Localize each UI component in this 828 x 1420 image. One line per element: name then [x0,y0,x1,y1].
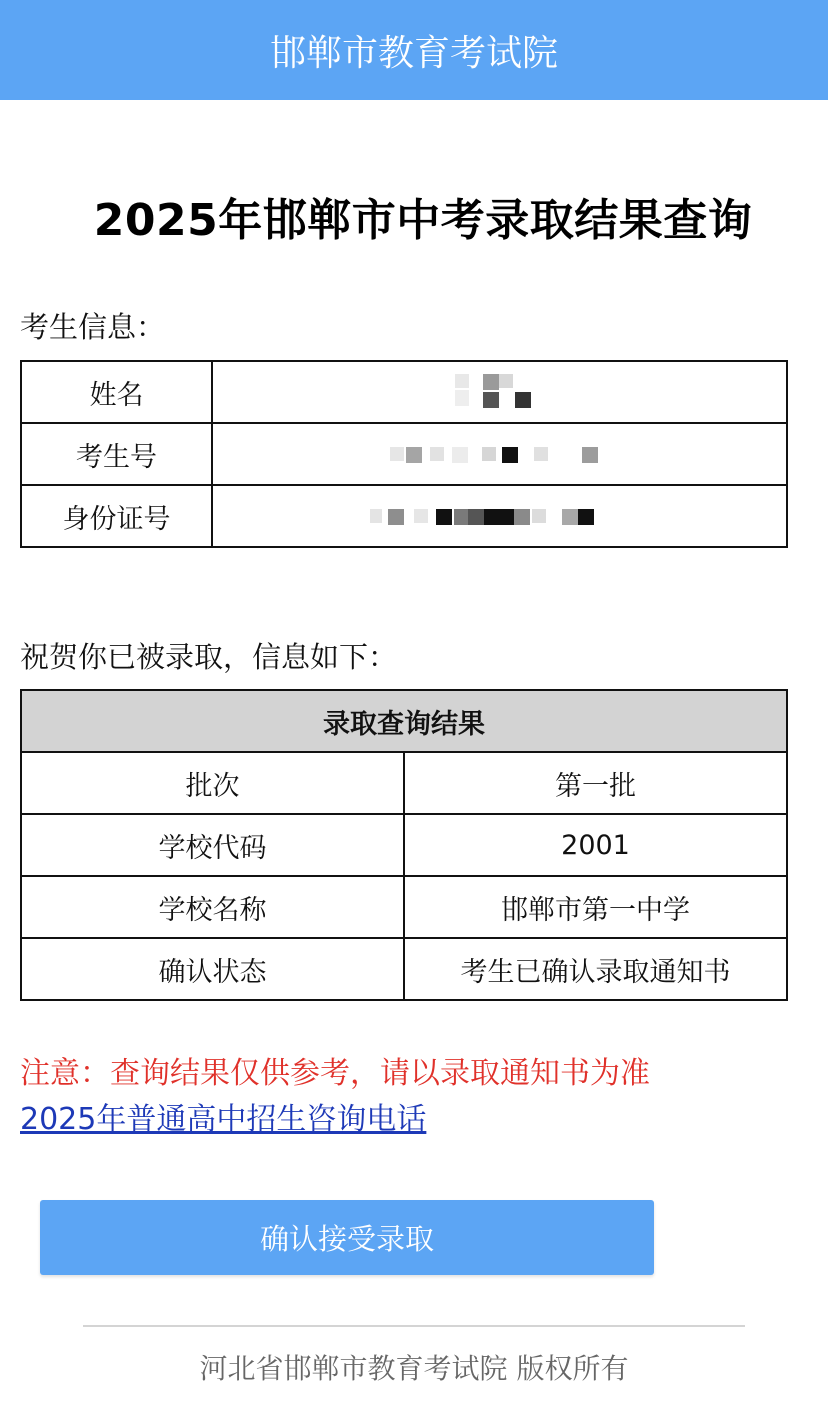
notice-text: 注意：查询结果仅供参考，请以录取通知书为准 [20,1056,650,1091]
school-name-label: 学校名称 [21,876,404,938]
school-code-value: 2001 [404,814,787,876]
batch-label: 批次 [21,752,404,814]
confirm-admission-button[interactable]: 确认接受录取 [40,1200,654,1275]
table-row [21,814,787,876]
exam-number-label: 考生号 [21,423,212,485]
table-row [21,485,787,547]
mosaic-redaction [390,442,610,468]
batch-value: 第一批 [404,752,787,814]
school-name-value: 邯郸市第一中学 [404,876,787,938]
name-value-masked [212,361,787,423]
name-label: 姓名 [21,361,212,423]
table-row [21,423,787,485]
table-header-row [21,690,787,752]
result-table-title: 录取查询结果 [21,690,787,752]
hotline-link[interactable]: 2025年普通高中招生咨询电话 [20,1102,427,1137]
footer-copyright: 河北省邯郸市教育考试院 版权所有 [199,1352,629,1385]
header-bar [0,0,828,100]
confirm-status-value: 考生已确认录取通知书 [404,938,787,1000]
admission-result-table [20,689,788,1001]
candidate-info-table [20,360,788,548]
school-code-label: 学校代码 [21,814,404,876]
footer-divider [83,1325,745,1327]
mosaic-redaction [455,374,545,410]
id-number-value-masked [212,485,787,547]
exam-number-value-masked [212,423,787,485]
page-title: 2025年邯郸市中考录取结果查询 [93,195,753,246]
table-row [21,938,787,1000]
table-row [21,361,787,423]
confirm-status-label: 确认状态 [21,938,404,1000]
header-title: 邯郸市教育考试院 [269,32,558,74]
table-row [21,876,787,938]
candidate-info-label: 考生信息： [20,310,166,344]
mosaic-redaction [370,504,630,530]
congrats-text: 祝贺你已被录取，信息如下： [20,640,398,674]
table-row [21,752,787,814]
id-number-label: 身份证号 [21,485,212,547]
